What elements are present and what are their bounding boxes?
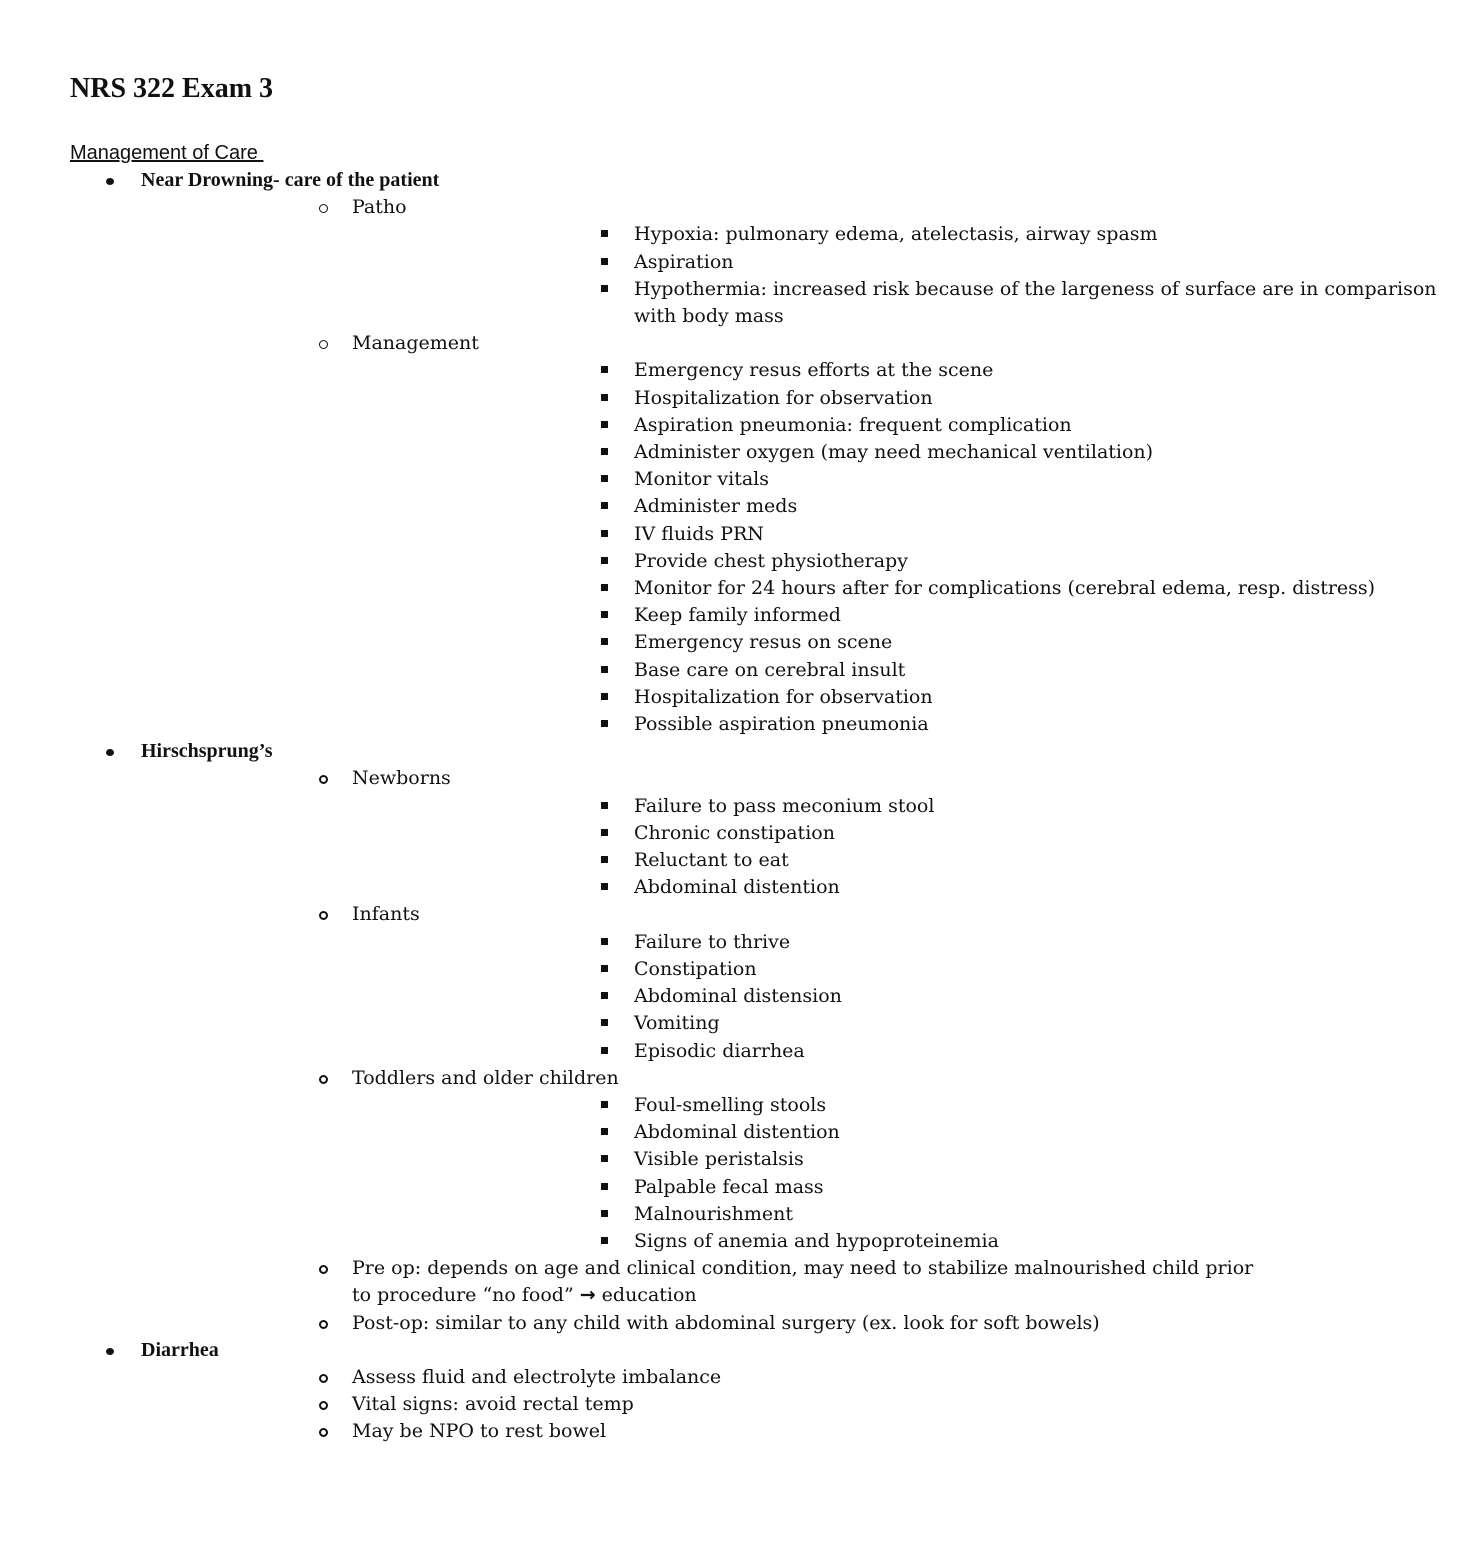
list-item: Emergency resus efforts at the scene [352,357,1464,384]
topic-near-drowning [0,167,1437,738]
list-item: Constipation [352,956,1464,983]
bullet-square-icon [601,1155,608,1162]
bullet-square-icon [601,557,608,564]
list-item: Monitor vitals [352,466,1464,493]
list-item: Administer meds [352,493,1464,520]
subtopic-label: Patho [352,196,407,219]
list-item: Possible aspiration pneumonia [352,711,1464,738]
item-list [352,929,1261,1065]
subtopic-toddlers [141,1065,1261,1255]
topic-list [0,167,1437,1446]
bullet-square-icon [601,938,608,945]
subtopic-label: Pre op: depends on age and clinical condition, may need to stabilize malnourished child prior to procedure “no food” [352,1257,1254,1307]
list-item: Malnourishment [352,1201,1464,1228]
bullet-square-icon [601,611,608,618]
topic-diarrhea [0,1337,1120,1446]
subtopic-list [141,765,1254,1336]
list-item: Abdominal distention [352,1119,1464,1146]
list-item: Keep family informed [352,602,1464,629]
subtopic-patho [141,194,1437,330]
list-item: Aspiration [352,249,1464,276]
subtopic-newborns [141,765,1261,901]
topic-label: Hirschsprung’s [141,740,273,763]
bullet-square-icon [601,475,608,482]
bullet-square-icon [601,1019,608,1026]
list-item: Aspiration pneumonia: frequent complication [352,412,1464,439]
bullet-square-icon [601,693,608,700]
subtopic-infants [141,901,1261,1064]
list-item: Vomiting [352,1010,1464,1037]
subtopic-list [141,194,1437,738]
list-item: Reluctant to eat [352,847,1464,874]
subtopic-label: Infants [352,903,420,926]
subtopic-item [141,1418,1261,1445]
bullet-square-icon [601,666,608,673]
bullet-circle-icon [319,911,328,920]
subtopic-label: Post-op: similar to any child with abdominal surgery (ex. look for soft bowels) [352,1311,1100,1334]
item-list [352,357,1376,738]
section-heading: Management of Care [70,142,264,164]
bullet-square-icon [601,1047,608,1054]
bullet-square-icon [601,394,608,401]
bullet-disc-icon [106,1348,114,1355]
subtopic-label: Management [352,332,479,355]
list-item: Failure to thrive [352,929,1464,956]
item-list [352,793,1261,902]
bullet-square-icon [601,366,608,373]
subtopic-label: Newborns [352,767,451,790]
bullet-circle-icon [319,340,328,349]
subtopic-label: Toddlers and older children [352,1066,619,1089]
subtopic-label: Assess fluid and electrolyte imbalance [352,1365,722,1388]
list-item: Hospitalization for observation [352,684,1464,711]
topic-label: Diarrhea [141,1338,219,1361]
subtopic-management [141,330,1376,738]
list-item: Hospitalization for observation [352,385,1464,412]
list-item: Chronic constipation [352,820,1464,847]
list-item: Monitor for 24 hours after for complications (cerebral edema, resp. distress) [352,575,1464,602]
list-item: Abdominal distention [352,874,1464,901]
right-arrow-icon: → [579,1284,596,1307]
bullet-square-icon [601,992,608,999]
document-title: NRS 322 Exam 3 [70,73,274,104]
list-item: Abdominal distension [352,983,1464,1010]
bullet-circle-icon [319,1320,328,1329]
subtopic-post-op [141,1310,1261,1337]
bullet-square-icon [601,230,608,237]
subtopic-item [141,1364,1261,1391]
bullet-circle-icon [319,1374,328,1383]
bullet-square-icon [601,258,608,265]
bullet-square-icon [601,829,608,836]
bullet-disc-icon [106,749,114,756]
list-item: Hypothermia: increased risk because of the largeness of surface are in comparison with body mass [352,276,1464,330]
list-item: Visible peristalsis [352,1146,1464,1173]
list-item: Emergency resus on scene [352,629,1464,656]
item-list [352,221,1437,330]
bullet-square-icon [601,448,608,455]
bullet-circle-icon [319,1075,328,1084]
bullet-circle-icon [319,1428,328,1437]
bullet-square-icon [601,720,608,727]
subtopic-list [141,1364,1120,1446]
list-item: Provide chest physiotherapy [352,548,1464,575]
bullet-square-icon [601,883,608,890]
subtopic-item [141,1391,1261,1418]
list-item: Signs of anemia and hypoproteinemia [352,1228,1464,1255]
item-list [352,1092,1261,1255]
bullet-circle-icon [319,204,328,213]
bullet-circle-icon [319,1401,328,1410]
bullet-circle-icon [319,1265,328,1274]
bullet-square-icon [601,1237,608,1244]
bullet-square-icon [601,285,608,292]
list-item: Base care on cerebral insult [352,657,1464,684]
topic-label: Near Drowning- care of the patient [141,169,440,191]
bullet-square-icon [601,965,608,972]
subtopic-label: May be NPO to rest bowel [352,1420,607,1443]
subtopic-label: Vital signs: avoid rectal temp [352,1393,634,1416]
bullet-square-icon [601,502,608,509]
list-item: Foul-smelling stools [352,1092,1464,1119]
list-item: Episodic diarrhea [352,1038,1464,1065]
list-item: Failure to pass meconium stool [352,793,1464,820]
bullet-circle-icon [319,775,328,784]
bullet-square-icon [601,1128,608,1135]
bullet-square-icon [601,1101,608,1108]
subtopic-pre-op [141,1255,1261,1309]
bullet-square-icon [601,421,608,428]
bullet-square-icon [601,584,608,591]
bullet-square-icon [601,856,608,863]
subtopic-label-tail: education [595,1284,697,1307]
bullet-disc-icon [106,178,114,185]
bullet-square-icon [601,802,608,809]
bullet-square-icon [601,1183,608,1190]
bullet-square-icon [601,1210,608,1217]
list-item: Palpable fecal mass [352,1174,1464,1201]
list-item: Hypoxia: pulmonary edema, atelectasis, airway spasm [352,221,1464,248]
topic-hirschsprungs [0,738,1254,1336]
list-item: IV fluids PRN [352,521,1464,548]
list-item: Administer oxygen (may need mechanical ventilation) [352,439,1464,466]
bullet-square-icon [601,530,608,537]
bullet-square-icon [601,638,608,645]
